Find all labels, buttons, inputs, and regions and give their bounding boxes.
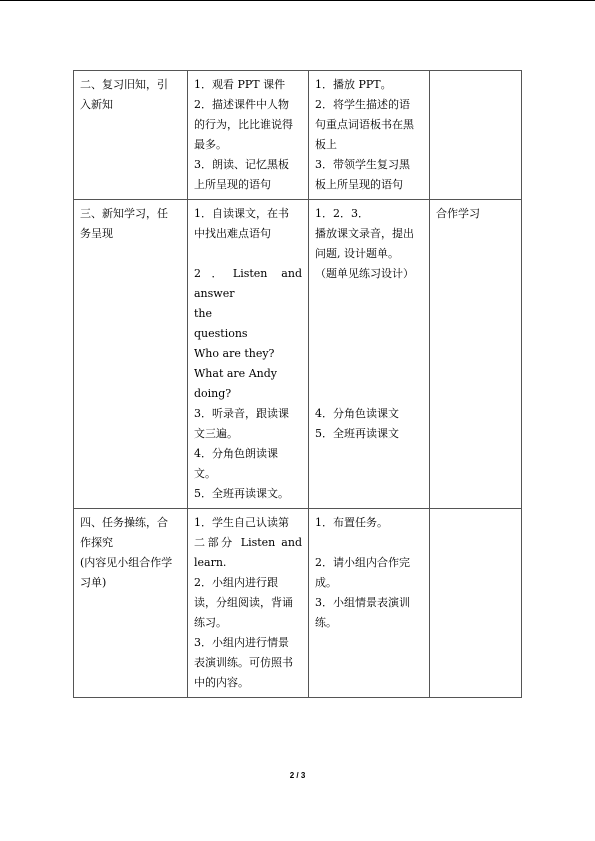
note-text: 合作学习 (436, 207, 480, 220)
student-line: 5．全班再读课文。 (194, 487, 289, 500)
student-line: 中找出难点语句 (194, 227, 271, 240)
student-line: 文。 (194, 467, 216, 480)
student-line: 1．学生自己认读第 (194, 516, 289, 529)
student-line: 上所呈现的语句 (194, 178, 271, 191)
table-row (74, 200, 522, 509)
stage-cell (74, 509, 188, 698)
stage-line: 二、复习旧知，引 (80, 78, 168, 91)
stage-line: 作探究 (80, 536, 113, 549)
note-cell (430, 509, 522, 698)
student-line: 文三遍。 (194, 427, 238, 440)
student-line: 3．朗读、记忆黑板 (194, 158, 289, 171)
table-row (74, 71, 522, 200)
teacher-line: 练。 (315, 616, 337, 629)
teacher-activity-cell (309, 71, 430, 200)
header-rule (0, 0, 595, 1)
teacher-line: 板上 (315, 138, 337, 151)
student-activity-cell (188, 509, 309, 698)
teacher-activity-cell (309, 509, 430, 698)
student-line: 1．自读课文，在书 (194, 207, 289, 220)
student-activity-cell (188, 71, 309, 200)
page-number: 2 / 3 (289, 771, 306, 780)
stage-cell (74, 71, 188, 200)
table-row (74, 509, 522, 698)
student-line: 读，分组阅读，背诵 (194, 596, 293, 609)
student-line: 3．小组内进行情景 (194, 636, 289, 649)
teacher-line: 1．播放 PPT。 (315, 78, 392, 91)
teacher-line: 问题, 设计题单。 (315, 247, 399, 260)
line-gap (315, 284, 423, 304)
student-line: 二部分 Listen and (194, 536, 302, 549)
note-cell (430, 71, 522, 200)
student-line: 的行为，比比谁说得 (194, 118, 293, 131)
teacher-line: 4．分角色读课文 (315, 407, 399, 420)
student-line: 表演训练。可仿照书 (194, 656, 293, 669)
line-gap (315, 304, 423, 324)
student-line: 最多。 (194, 138, 227, 151)
student-line: questions (194, 327, 248, 340)
stage-line: (内容见小组合作学 (80, 556, 173, 569)
stage-line: 四、任务操练，合 (80, 516, 168, 529)
student-line: Who are they? (194, 347, 275, 360)
student-line: 3．听录音，跟读课 (194, 407, 289, 420)
student-line: 练习。 (194, 616, 227, 629)
stage-line: 入新知 (80, 98, 113, 111)
teacher-line: （题单见练习设计） (315, 267, 414, 280)
teacher-line: 1．布置任务。 (315, 516, 388, 529)
teacher-line: 3．小组情景表演训 (315, 596, 410, 609)
teacher-line: 成。 (315, 576, 337, 589)
stage-line: 习单) (80, 576, 107, 589)
teacher-line: 句重点词语板书在黑 (315, 118, 414, 131)
stage-line: 三、新知学习，任 (80, 207, 168, 220)
student-line: 2．Listen and answer (194, 267, 302, 300)
teacher-line: 3．带领学生复习黑 (315, 158, 410, 171)
line-gap (315, 364, 423, 384)
stage-cell (74, 200, 188, 509)
teacher-line: 播放课文录音，提出 (315, 227, 414, 240)
teacher-line: 5．全班再读课文 (315, 427, 399, 440)
line-gap (315, 533, 423, 553)
student-line: 2．描述课件中人物 (194, 98, 289, 111)
student-line: the (194, 307, 213, 320)
note-cell (430, 200, 522, 509)
teacher-line: 1．2．3． (315, 207, 369, 220)
line-gap (315, 324, 423, 344)
student-line: What are Andy doing? (194, 367, 277, 400)
student-line: 1．观看 PPT 课件 (194, 78, 286, 91)
line-gap (315, 344, 423, 364)
student-activity-cell (188, 200, 309, 509)
stage-line: 务呈现 (80, 227, 113, 240)
teacher-line: 板上所呈现的语句 (315, 178, 403, 191)
student-line: 中的内容。 (194, 676, 249, 689)
lesson-plan-table (73, 70, 522, 698)
student-line: learn. (194, 556, 227, 569)
teacher-line: 2．将学生描述的语 (315, 98, 410, 111)
student-line: 2．小组内进行跟 (194, 576, 278, 589)
line-gap (315, 384, 423, 404)
line-gap (194, 244, 302, 264)
teacher-line: 2．请小组内合作完 (315, 556, 410, 569)
teacher-activity-cell (309, 200, 430, 509)
student-line: 4．分角色朗读课 (194, 447, 278, 460)
